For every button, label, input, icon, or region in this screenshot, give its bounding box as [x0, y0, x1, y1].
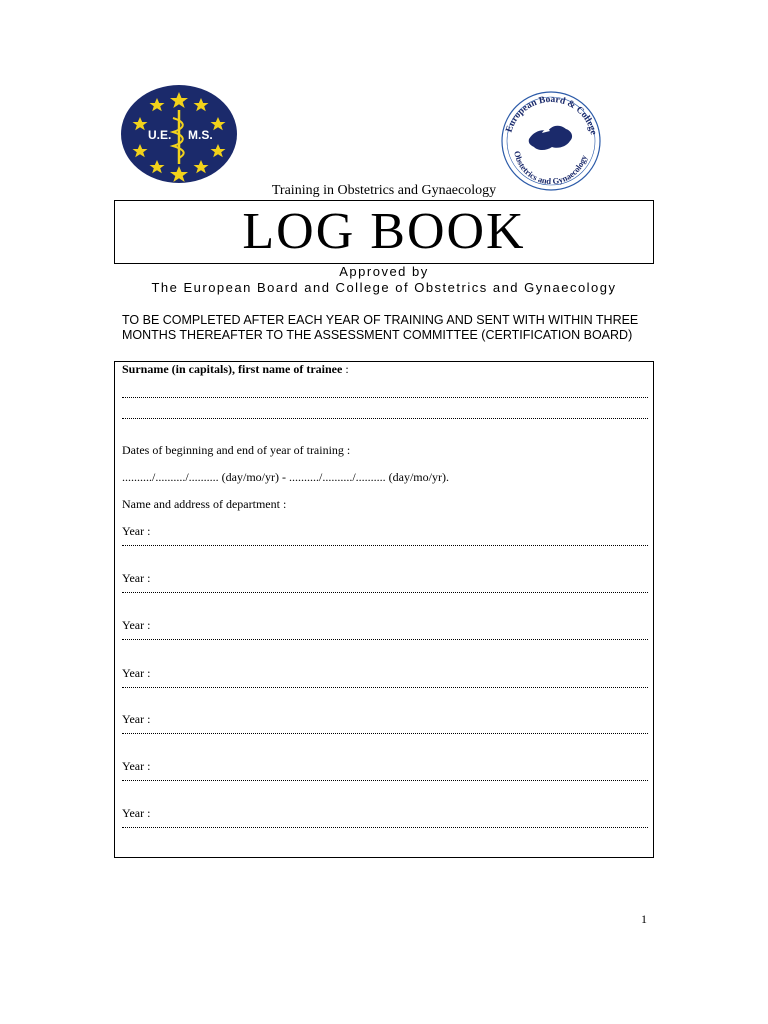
- year-label-5: Year :: [122, 712, 151, 726]
- surname-field-line-1[interactable]: [122, 397, 648, 399]
- svg-text:U.E.: U.E.: [148, 128, 172, 142]
- year-field-line-1[interactable]: [122, 545, 648, 547]
- trainee-form: [114, 361, 654, 858]
- year-field-line-5[interactable]: [122, 733, 648, 735]
- year-label-4: Year :: [122, 666, 151, 680]
- year-label-7: Year :: [122, 806, 151, 820]
- surname-row: [122, 362, 349, 376]
- subtitle: Training in Obstetrics and Gynaecology: [271, 183, 497, 198]
- completion-notice: TO BE COMPLETED AFTER EACH YEAR OF TRAINING AND SENT WITH WITHIN THREE MONTHS THEREAFTER TO THE ASSESSMENT COMMITTEE (CERTIFICATION BOARD): [122, 313, 639, 342]
- dates-label: Dates of beginning and end of year of training :: [122, 443, 351, 457]
- dates-format[interactable]: ........../........../.......... (day/mo/yr) - ........../........../.......... (day/mo/yr).: [122, 470, 449, 484]
- approved-by-line: Approved by: [339, 264, 429, 279]
- page-number: 1: [641, 912, 647, 926]
- year-label-1: Year :: [122, 524, 151, 538]
- surname-field-line-2[interactable]: [122, 418, 648, 420]
- year-field-line-3[interactable]: [122, 639, 648, 641]
- surname-suffix: :: [342, 362, 349, 376]
- svg-text:Obstetrics and Gynaecology: Obstetrics and Gynaecology: [512, 149, 589, 187]
- year-field-line-6[interactable]: [122, 780, 648, 782]
- title-box: [114, 200, 654, 264]
- year-label-6: Year :: [122, 759, 151, 773]
- svg-text:M.S.: M.S.: [188, 128, 213, 142]
- year-field-line-4[interactable]: [122, 687, 648, 689]
- department-label: Name and address of department :: [122, 497, 287, 511]
- year-label-2: Year :: [122, 571, 151, 585]
- year-label-3: Year :: [122, 618, 151, 632]
- ebcog-logo: [496, 91, 606, 191]
- year-field-line-7[interactable]: [122, 827, 648, 829]
- surname-label: Surname (in capitals), first name of trainee: [122, 362, 343, 376]
- year-field-line-2[interactable]: [122, 592, 648, 594]
- page-title: LOG BOOK: [242, 203, 526, 260]
- svg-text:European Board & College: European Board & College: [504, 94, 599, 136]
- uems-logo: [120, 84, 238, 184]
- approving-body-line: The European Board and College of Obstetrics and Gynaecology: [151, 280, 617, 295]
